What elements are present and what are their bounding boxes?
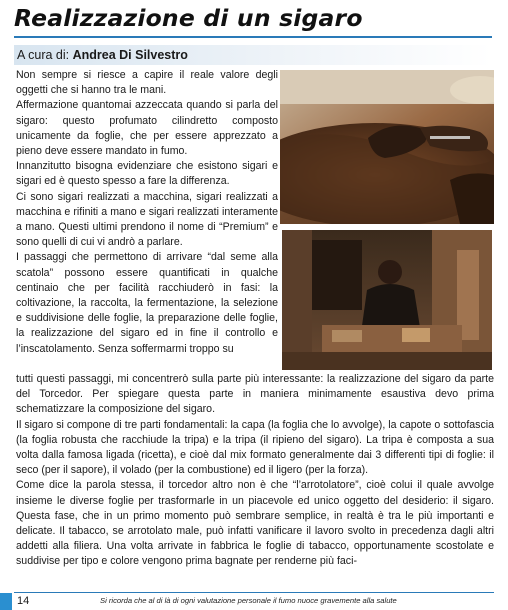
page-number-badge [0, 593, 12, 610]
paragraph: Innanzitutto bisogna evidenziare che esistono sigari e sigari ed è questo spesso a fare la differenza. [16, 160, 278, 188]
health-warning: Si ricorda che al di là di ogni valutazione personale il fumo nuoce gravemente alla salute [100, 596, 397, 605]
photo-hands-rolling-tobacco [280, 70, 494, 224]
paragraph: Il sigaro si compone di tre parti fondamentali: la capa (la foglia che lo avvolge), la capote o sottofascia (la foglia robusta che racchiude la tripa) e la tripa (il ripieno del sigaro). La tripa è composta a sua volta dalla famosa ligada (ricetta), e cioè dal mix formato generalmente dai 3 differenti tipi di foglie: il seco (per il sapore), il volado (per la combustione) ed il ligero (per la forza). [16, 418, 494, 477]
paragraph: Affermazione quantomai azzeccata quando si parla del sigaro: questo profumato cilindretto composto unicamente da foglie, che per essere apprezzato a pieno deve essere mandato in fumo. [16, 99, 278, 158]
byline-prefix: A cura di: [17, 48, 70, 62]
paragraph: I passaggi che permettono di arrivare “dal seme alla scatola” possono essere quantificati in qualche centinaio che per facilità racchiuderò in fasi: la coltivazione, la raccolta, la fermentazione, la selezione e suddivisione delle foglie, la preparazione delle foglie, la realizzazione del sigaro ed in fine il controllo e l’inscatolamento. Senza soffermarmi troppo su [16, 251, 278, 355]
byline-author: Andrea Di Silvestro [72, 48, 188, 62]
page-number: 14 [17, 595, 30, 607]
paragraph: Ci sono sigari realizzati a macchina, sigari realizzati a macchina e rifiniti a mano e sigari realizzati interamente a mano. Questi ultimi prendono il nome di “Premium” e sono quelli di cui vi andrò a parlare. [16, 190, 278, 249]
article-title: Realizzazione di un sigaro [14, 6, 363, 32]
paragraph: Come dice la parola stessa, il torcedor altro non è che “l’arrotolatore”, cioè colui il quale avvolge insieme le diverse foglie per trasformarle in un piacevole ed unico oggetto del desiderio: il sigaro. Questa fase, che in un primo momento può sembrare semplice, in realtà è tra le più importanti e delicate. Il tabacco, se arrotolato male, può infatti vanificare il lavoro svolto in precedenza dagli altri addetti alla filiera. Una volta arrivate in fabbrica le foglie di tabacco, opportunamente scostolate e suddivise per tipo e colore vengono prima bagnate per renderne più faci- [16, 479, 494, 568]
byline [14, 45, 492, 65]
footer-divider [14, 592, 494, 593]
article-column [16, 68, 278, 357]
paragraph: tutti questi passaggi, mi concentrerò sulla parte più interessante: la realizzazione del sigaro da parte del Torcedor. Per spiegare questa parte in maniera minimamente esaustiva devo prima schematizzare la composizione del sigaro. [16, 373, 494, 416]
title-divider [14, 36, 492, 38]
photo-torcedor-at-work [282, 230, 492, 370]
article-body-wide [16, 372, 494, 570]
paragraph: Non sempre si riesce a capire il reale valore degli oggetti che si hanno tra le mani. [16, 69, 278, 97]
